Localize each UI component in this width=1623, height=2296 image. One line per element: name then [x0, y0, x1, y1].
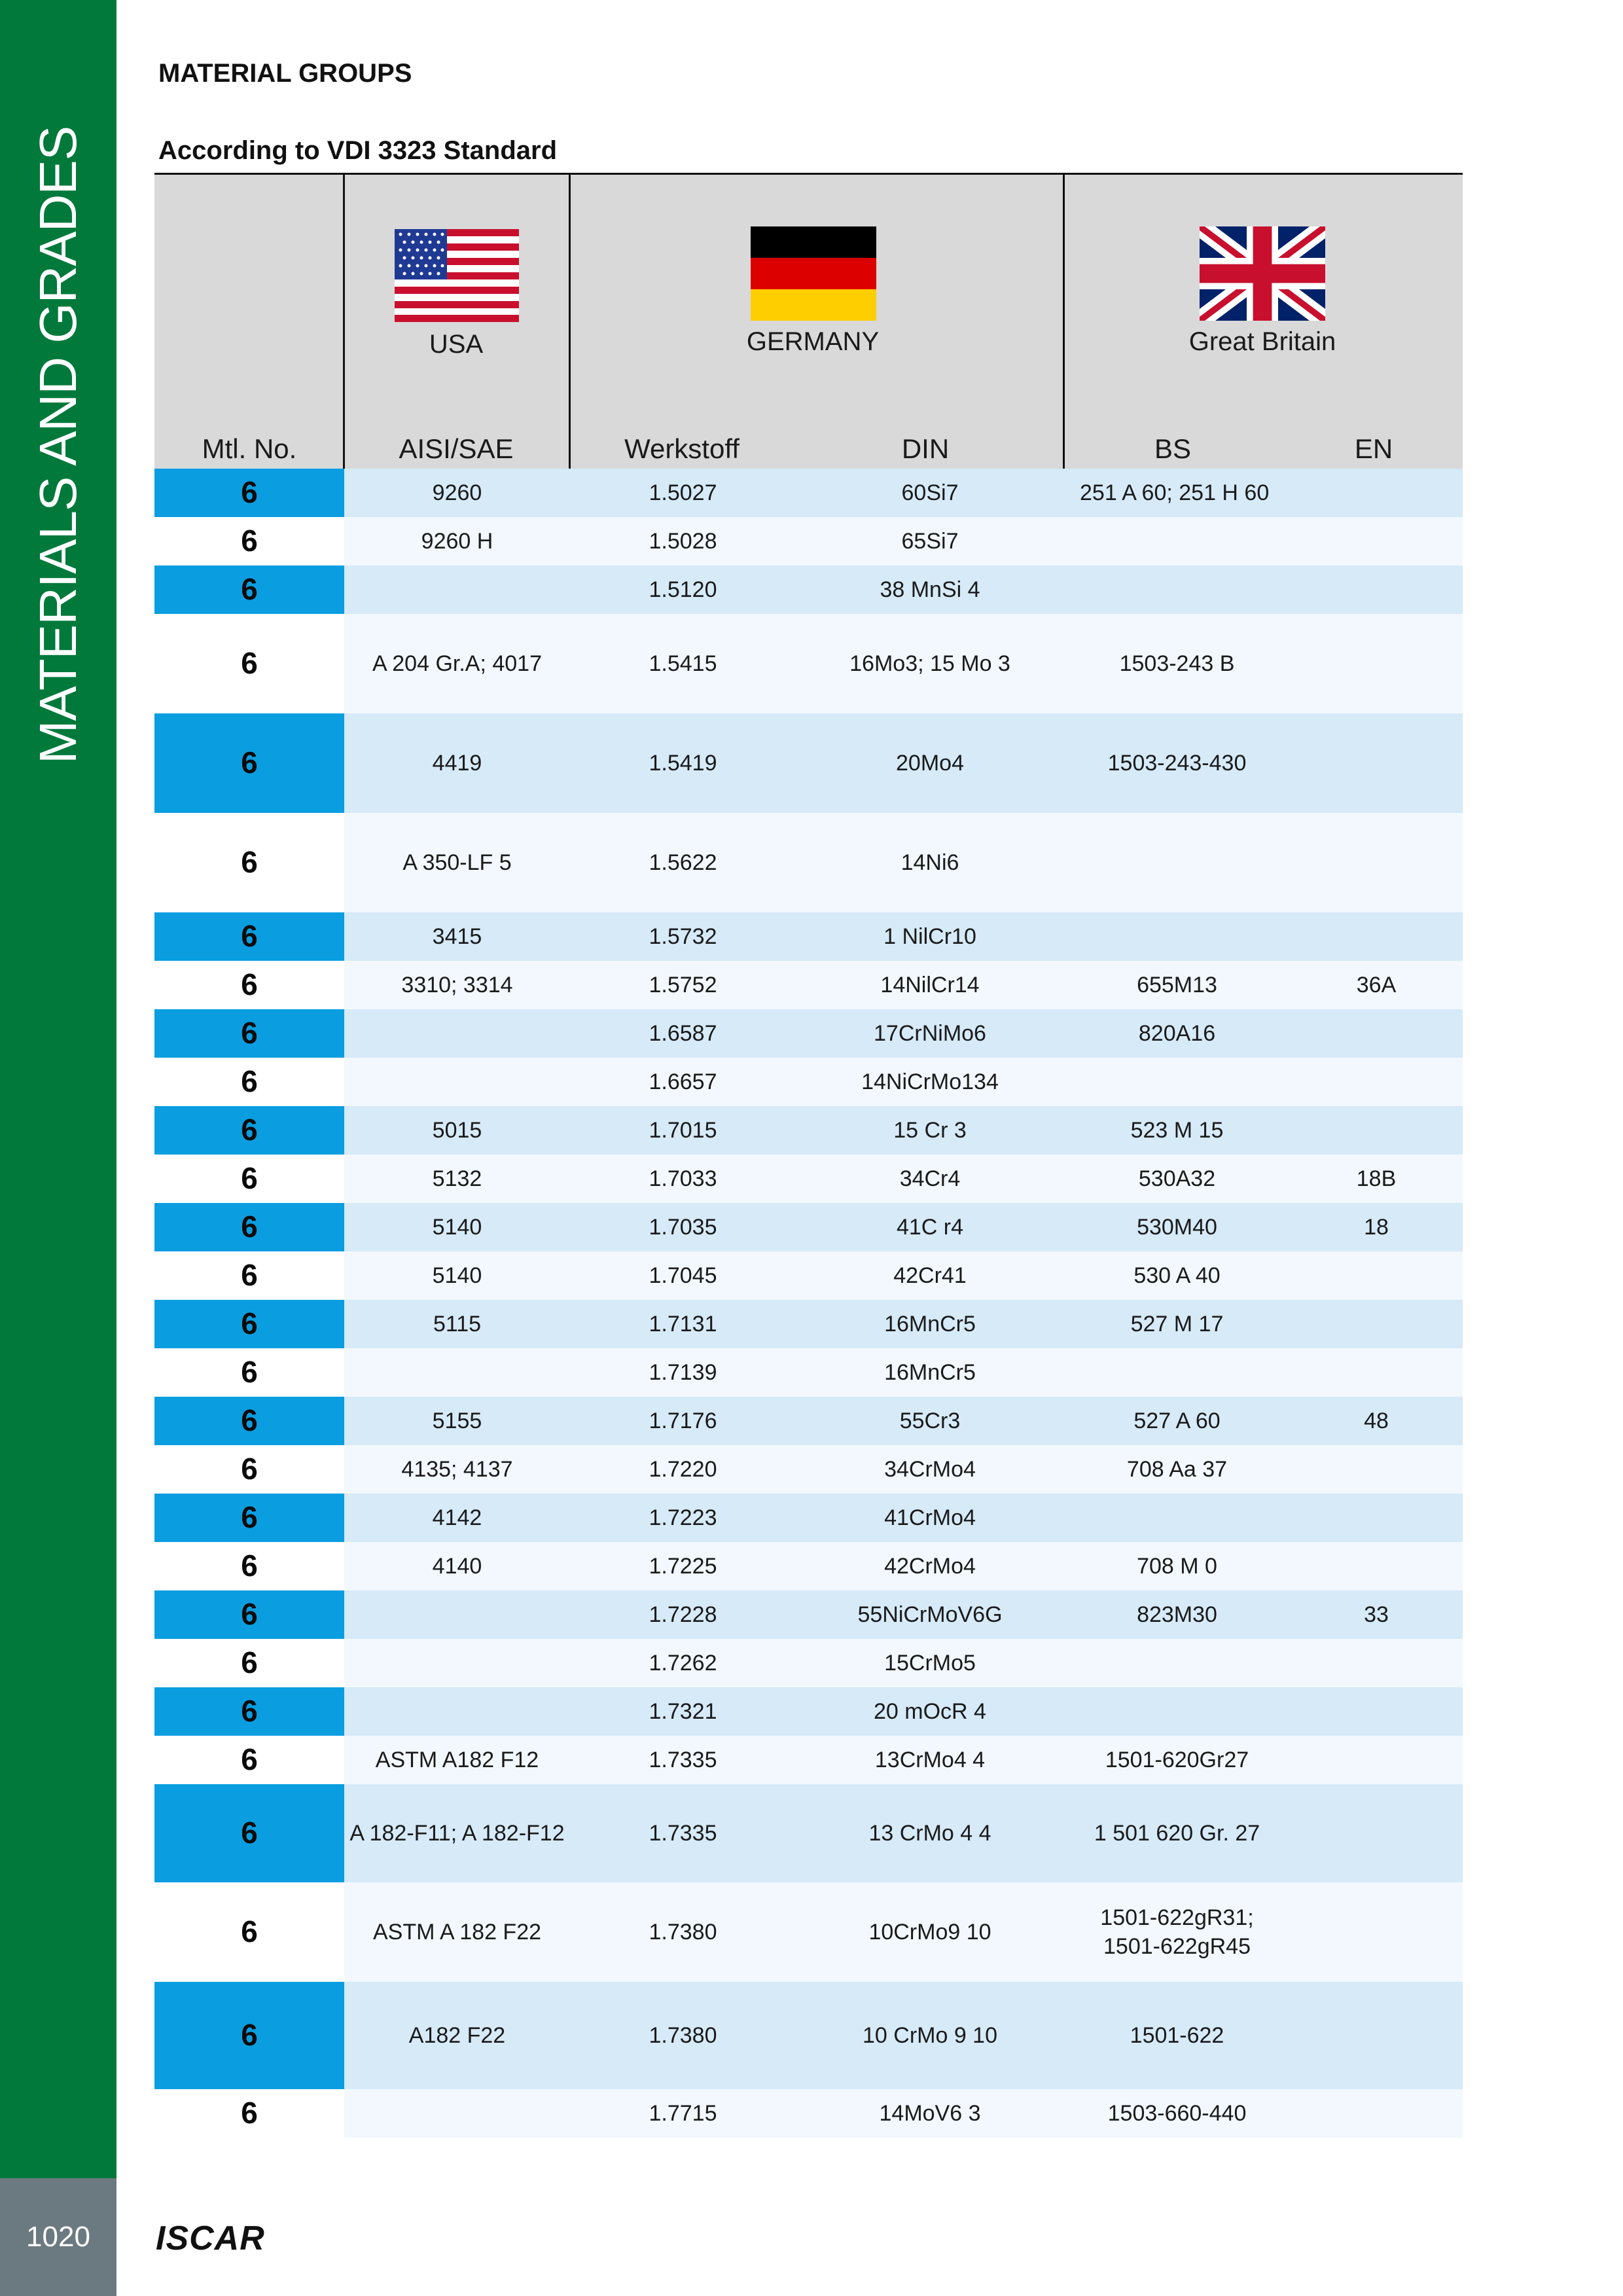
en-cell: [1290, 1639, 1463, 1687]
werkstoff-cell: 1.7035: [570, 1203, 796, 1251]
table-row: [154, 469, 1463, 517]
bs-cell: 251 A 60; 251 H 60: [1064, 469, 1290, 517]
col-mtl-no: Mtl. No.: [202, 433, 297, 464]
mtl-no-cell: 6: [154, 1736, 344, 1784]
din-cell: 41CrMo4: [796, 1494, 1064, 1542]
werkstoff-cell: 1.5419: [570, 713, 796, 813]
col-aisi-sae: AISI/SAE: [399, 433, 514, 464]
table-row: [154, 813, 1463, 912]
en-cell: [1290, 1300, 1463, 1348]
mtl-no-cell: 6: [154, 1009, 344, 1058]
mtl-no-cell: 6: [154, 713, 344, 813]
en-cell: [1290, 1784, 1463, 1882]
en-cell: [1290, 813, 1463, 912]
bs-cell: [1064, 1494, 1290, 1542]
aisi-cell: ASTM A182 F12: [344, 1736, 570, 1784]
en-cell: [1290, 1882, 1463, 1982]
din-cell: 14MoV6 3: [796, 2089, 1064, 2138]
mtl-no-cell: 6: [154, 2089, 344, 2138]
en-cell: [1290, 517, 1463, 565]
werkstoff-cell: 1.7228: [570, 1590, 796, 1639]
en-cell: [1290, 1494, 1463, 1542]
bs-cell: 1501-622gR31; 1501-622gR45: [1064, 1882, 1290, 1982]
din-cell: 42Cr41: [796, 1251, 1064, 1300]
bs-cell: 708 Aa 37: [1064, 1445, 1290, 1494]
werkstoff-cell: 1.7321: [570, 1687, 796, 1736]
aisi-cell: 4140: [344, 1542, 570, 1590]
table-row: [154, 1982, 1463, 2089]
mtl-no-cell: 6: [154, 1882, 344, 1982]
werkstoff-cell: 1.5120: [570, 565, 796, 614]
bs-cell: [1064, 1058, 1290, 1106]
bs-cell: [1064, 912, 1290, 961]
werkstoff-cell: 1.7139: [570, 1348, 796, 1397]
sidebar-title: MATERIALS AND GRADES: [29, 126, 87, 764]
en-cell: [1290, 1058, 1463, 1106]
mtl-no-cell: 6: [154, 565, 344, 614]
en-cell: [1290, 1251, 1463, 1300]
page-number: 1020: [26, 2221, 90, 2253]
en-cell: [1290, 1982, 1463, 2089]
din-cell: 13CrMo4 4: [796, 1736, 1064, 1784]
en-cell: 18: [1290, 1203, 1463, 1251]
bs-cell: [1064, 1639, 1290, 1687]
en-cell: 33: [1290, 1590, 1463, 1639]
en-cell: [1290, 1542, 1463, 1590]
en-cell: [1290, 1348, 1463, 1397]
din-cell: 15 Cr 3: [796, 1106, 1064, 1155]
din-cell: 34Cr4: [796, 1155, 1064, 1203]
aisi-cell: 5140: [344, 1251, 570, 1300]
mtl-no-cell: 6: [154, 1784, 344, 1882]
table-row: [154, 912, 1463, 961]
table-row: [154, 1251, 1463, 1300]
din-cell: 17CrNiMo6: [796, 1009, 1064, 1058]
en-cell: [1290, 1445, 1463, 1494]
mtl-no-cell: 6: [154, 961, 344, 1009]
din-cell: 60Si7: [796, 469, 1064, 517]
aisi-cell: [344, 1009, 570, 1058]
aisi-cell: 9260 H: [344, 517, 570, 565]
werkstoff-cell: 1.6587: [570, 1009, 796, 1058]
werkstoff-cell: 1.7223: [570, 1494, 796, 1542]
top-rule: [154, 173, 1463, 175]
werkstoff-cell: 1.7380: [570, 1882, 796, 1982]
usa-flag-icon: [395, 229, 519, 322]
bs-cell: 1503-243 B: [1064, 614, 1290, 713]
table-row: [154, 1882, 1463, 1982]
werkstoff-cell: 1.5732: [570, 912, 796, 961]
en-cell: [1290, 1736, 1463, 1784]
din-cell: 41C r4: [796, 1203, 1064, 1251]
werkstoff-cell: 1.7715: [570, 2089, 796, 2138]
mtl-no-cell: 6: [154, 469, 344, 517]
mtl-no-cell: 6: [154, 1251, 344, 1300]
din-cell: 16MnCr5: [796, 1348, 1064, 1397]
mtl-no-cell: 6: [154, 1300, 344, 1348]
bs-cell: 527 M 17: [1064, 1300, 1290, 1348]
werkstoff-cell: 1.7380: [570, 1982, 796, 2089]
en-cell: [1290, 1009, 1463, 1058]
din-cell: 1 NilCr10: [796, 912, 1064, 961]
din-cell: 14NiCrMo134: [796, 1058, 1064, 1106]
mtl-no-cell: 6: [154, 1397, 344, 1445]
mtl-no-cell: 6: [154, 1106, 344, 1155]
table-row: [154, 1397, 1463, 1445]
table-row: [154, 1736, 1463, 1784]
bs-cell: 523 M 15: [1064, 1106, 1290, 1155]
mtl-no-cell: 6: [154, 1445, 344, 1494]
table-row: [154, 1058, 1463, 1106]
werkstoff-cell: 1.6657: [570, 1058, 796, 1106]
bs-cell: [1064, 1687, 1290, 1736]
werkstoff-cell: 1.7045: [570, 1251, 796, 1300]
bs-cell: 708 M 0: [1064, 1542, 1290, 1590]
bs-cell: [1064, 1348, 1290, 1397]
aisi-cell: [344, 1639, 570, 1687]
mtl-no-cell: 6: [154, 1542, 344, 1590]
uk-flag-icon: [1200, 226, 1325, 321]
aisi-cell: 5015: [344, 1106, 570, 1155]
table-row: [154, 517, 1463, 565]
din-cell: 20Mo4: [796, 713, 1064, 813]
en-cell: [1290, 1106, 1463, 1155]
col-en: EN: [1354, 433, 1393, 464]
table-row: [154, 2089, 1463, 2138]
mtl-no-cell: 6: [154, 1590, 344, 1639]
aisi-cell: 5140: [344, 1203, 570, 1251]
table-row: [154, 1445, 1463, 1494]
en-cell: [1290, 614, 1463, 713]
country-germany: GERMANY: [746, 327, 880, 356]
bs-cell: 1501-622: [1064, 1982, 1290, 2089]
aisi-cell: A 204 Gr.A; 4017: [344, 614, 570, 713]
bs-cell: 530 A 40: [1064, 1251, 1290, 1300]
en-cell: 36A: [1290, 961, 1463, 1009]
aisi-cell: 4419: [344, 713, 570, 813]
bs-cell: 655M13: [1064, 961, 1290, 1009]
mtl-no-cell: 6: [154, 1058, 344, 1106]
table-row: [154, 1009, 1463, 1058]
bs-cell: 530M40: [1064, 1203, 1290, 1251]
mtl-no-cell: 6: [154, 1494, 344, 1542]
werkstoff-cell: 1.7176: [570, 1397, 796, 1445]
din-cell: 16Mo3; 15 Mo 3: [796, 614, 1064, 713]
werkstoff-cell: 1.5027: [570, 469, 796, 517]
country-uk: Great Britain: [1188, 327, 1336, 356]
table-row: [154, 614, 1463, 713]
sidebar: [0, 0, 116, 2178]
table-row: [154, 1784, 1463, 1882]
din-cell: 13 CrMo 4 4: [796, 1784, 1064, 1882]
table-row: [154, 961, 1463, 1009]
col-bs: BS: [1154, 433, 1192, 464]
col-din: DIN: [901, 433, 950, 464]
werkstoff-cell: 1.7220: [570, 1445, 796, 1494]
aisi-cell: 5115: [344, 1300, 570, 1348]
brand-logo: ISCAR: [156, 2219, 265, 2257]
din-cell: 16MnCr5: [796, 1300, 1064, 1348]
en-cell: [1290, 713, 1463, 813]
werkstoff-cell: 1.7131: [570, 1300, 796, 1348]
din-cell: 38 MnSi 4: [796, 565, 1064, 614]
bs-cell: 820A16: [1064, 1009, 1290, 1058]
din-cell: 14Ni6: [796, 813, 1064, 912]
aisi-cell: [344, 1590, 570, 1639]
page-subtitle: According to VDI 3323 Standard: [158, 136, 558, 165]
table-row: [154, 565, 1463, 614]
table-row: [154, 1542, 1463, 1590]
aisi-cell: [344, 2089, 570, 2138]
table-row: [154, 1155, 1463, 1203]
bs-cell: 1503-660-440: [1064, 2089, 1290, 2138]
werkstoff-cell: 1.5415: [570, 614, 796, 713]
aisi-cell: ASTM A 182 F22: [344, 1882, 570, 1982]
din-cell: 42CrMo4: [796, 1542, 1064, 1590]
bs-cell: [1064, 517, 1290, 565]
din-cell: 10 CrMo 9 10: [796, 1982, 1064, 2089]
bs-cell: 1 501 620 Gr. 27: [1064, 1784, 1290, 1882]
en-cell: [1290, 1687, 1463, 1736]
en-cell: [1290, 912, 1463, 961]
mtl-no-cell: 6: [154, 517, 344, 565]
werkstoff-cell: 1.7033: [570, 1155, 796, 1203]
table-row: [154, 1494, 1463, 1542]
aisi-cell: A 350-LF 5: [344, 813, 570, 912]
mtl-no-cell: 6: [154, 1639, 344, 1687]
en-cell: [1290, 2089, 1463, 2138]
din-cell: 65Si7: [796, 517, 1064, 565]
table-header: [154, 175, 1463, 469]
werkstoff-cell: 1.7015: [570, 1106, 796, 1155]
werkstoff-cell: 1.5752: [570, 961, 796, 1009]
werkstoff-cell: 1.7335: [570, 1784, 796, 1882]
werkstoff-cell: 1.7262: [570, 1639, 796, 1687]
table-row: [154, 1300, 1463, 1348]
page-title: MATERIAL GROUPS: [158, 59, 412, 88]
din-cell: 34CrMo4: [796, 1445, 1064, 1494]
mtl-no-cell: 6: [154, 614, 344, 713]
col-werkstoff: Werkstoff: [624, 433, 740, 464]
werkstoff-cell: 1.5622: [570, 813, 796, 912]
bs-cell: 1501-620Gr27: [1064, 1736, 1290, 1784]
din-cell: 10CrMo9 10: [796, 1882, 1064, 1982]
table-row: [154, 1203, 1463, 1251]
aisi-cell: A 182-F11; A 182-F12: [344, 1784, 570, 1882]
bs-cell: [1064, 565, 1290, 614]
mtl-no-cell: 6: [154, 912, 344, 961]
table-row: [154, 1106, 1463, 1155]
aisi-cell: 9260: [344, 469, 570, 517]
aisi-cell: 4135; 4137: [344, 1445, 570, 1494]
mtl-no-cell: 6: [154, 1982, 344, 2089]
mtl-no-cell: 6: [154, 1155, 344, 1203]
material-table: [154, 173, 1463, 2134]
aisi-cell: 5155: [344, 1397, 570, 1445]
germany-flag-icon: [751, 226, 876, 321]
mtl-no-cell: 6: [154, 1687, 344, 1736]
aisi-cell: 3415: [344, 912, 570, 961]
aisi-cell: [344, 1687, 570, 1736]
table-row: [154, 713, 1463, 813]
table-row: [154, 1348, 1463, 1397]
mtl-no-cell: 6: [154, 813, 344, 912]
bs-cell: [1064, 813, 1290, 912]
aisi-cell: 4142: [344, 1494, 570, 1542]
table-row: [154, 1639, 1463, 1687]
table-row: [154, 1687, 1463, 1736]
en-cell: 48: [1290, 1397, 1463, 1445]
bs-cell: 530A32: [1064, 1155, 1290, 1203]
mtl-no-cell: 6: [154, 1348, 344, 1397]
werkstoff-cell: 1.5028: [570, 517, 796, 565]
bs-cell: 527 A 60: [1064, 1397, 1290, 1445]
aisi-cell: A182 F22: [344, 1982, 570, 2089]
country-usa: USA: [429, 330, 484, 359]
werkstoff-cell: 1.7225: [570, 1542, 796, 1590]
aisi-cell: 3310; 3314: [344, 961, 570, 1009]
aisi-cell: [344, 565, 570, 614]
din-cell: 14NilCr14: [796, 961, 1064, 1009]
mtl-no-cell: 6: [154, 1203, 344, 1251]
en-cell: [1290, 565, 1463, 614]
din-cell: 55NiCrMoV6G: [796, 1590, 1064, 1639]
din-cell: 55Cr3: [796, 1397, 1064, 1445]
din-cell: 20 mOcR 4: [796, 1687, 1064, 1736]
table-row: [154, 1590, 1463, 1639]
werkstoff-cell: 1.7335: [570, 1736, 796, 1784]
aisi-cell: [344, 1348, 570, 1397]
aisi-cell: [344, 1058, 570, 1106]
en-cell: 18B: [1290, 1155, 1463, 1203]
bs-cell: 1503-243-430: [1064, 713, 1290, 813]
din-cell: 15CrMo5: [796, 1639, 1064, 1687]
bs-cell: 823M30: [1064, 1590, 1290, 1639]
en-cell: [1290, 469, 1463, 517]
aisi-cell: 5132: [344, 1155, 570, 1203]
